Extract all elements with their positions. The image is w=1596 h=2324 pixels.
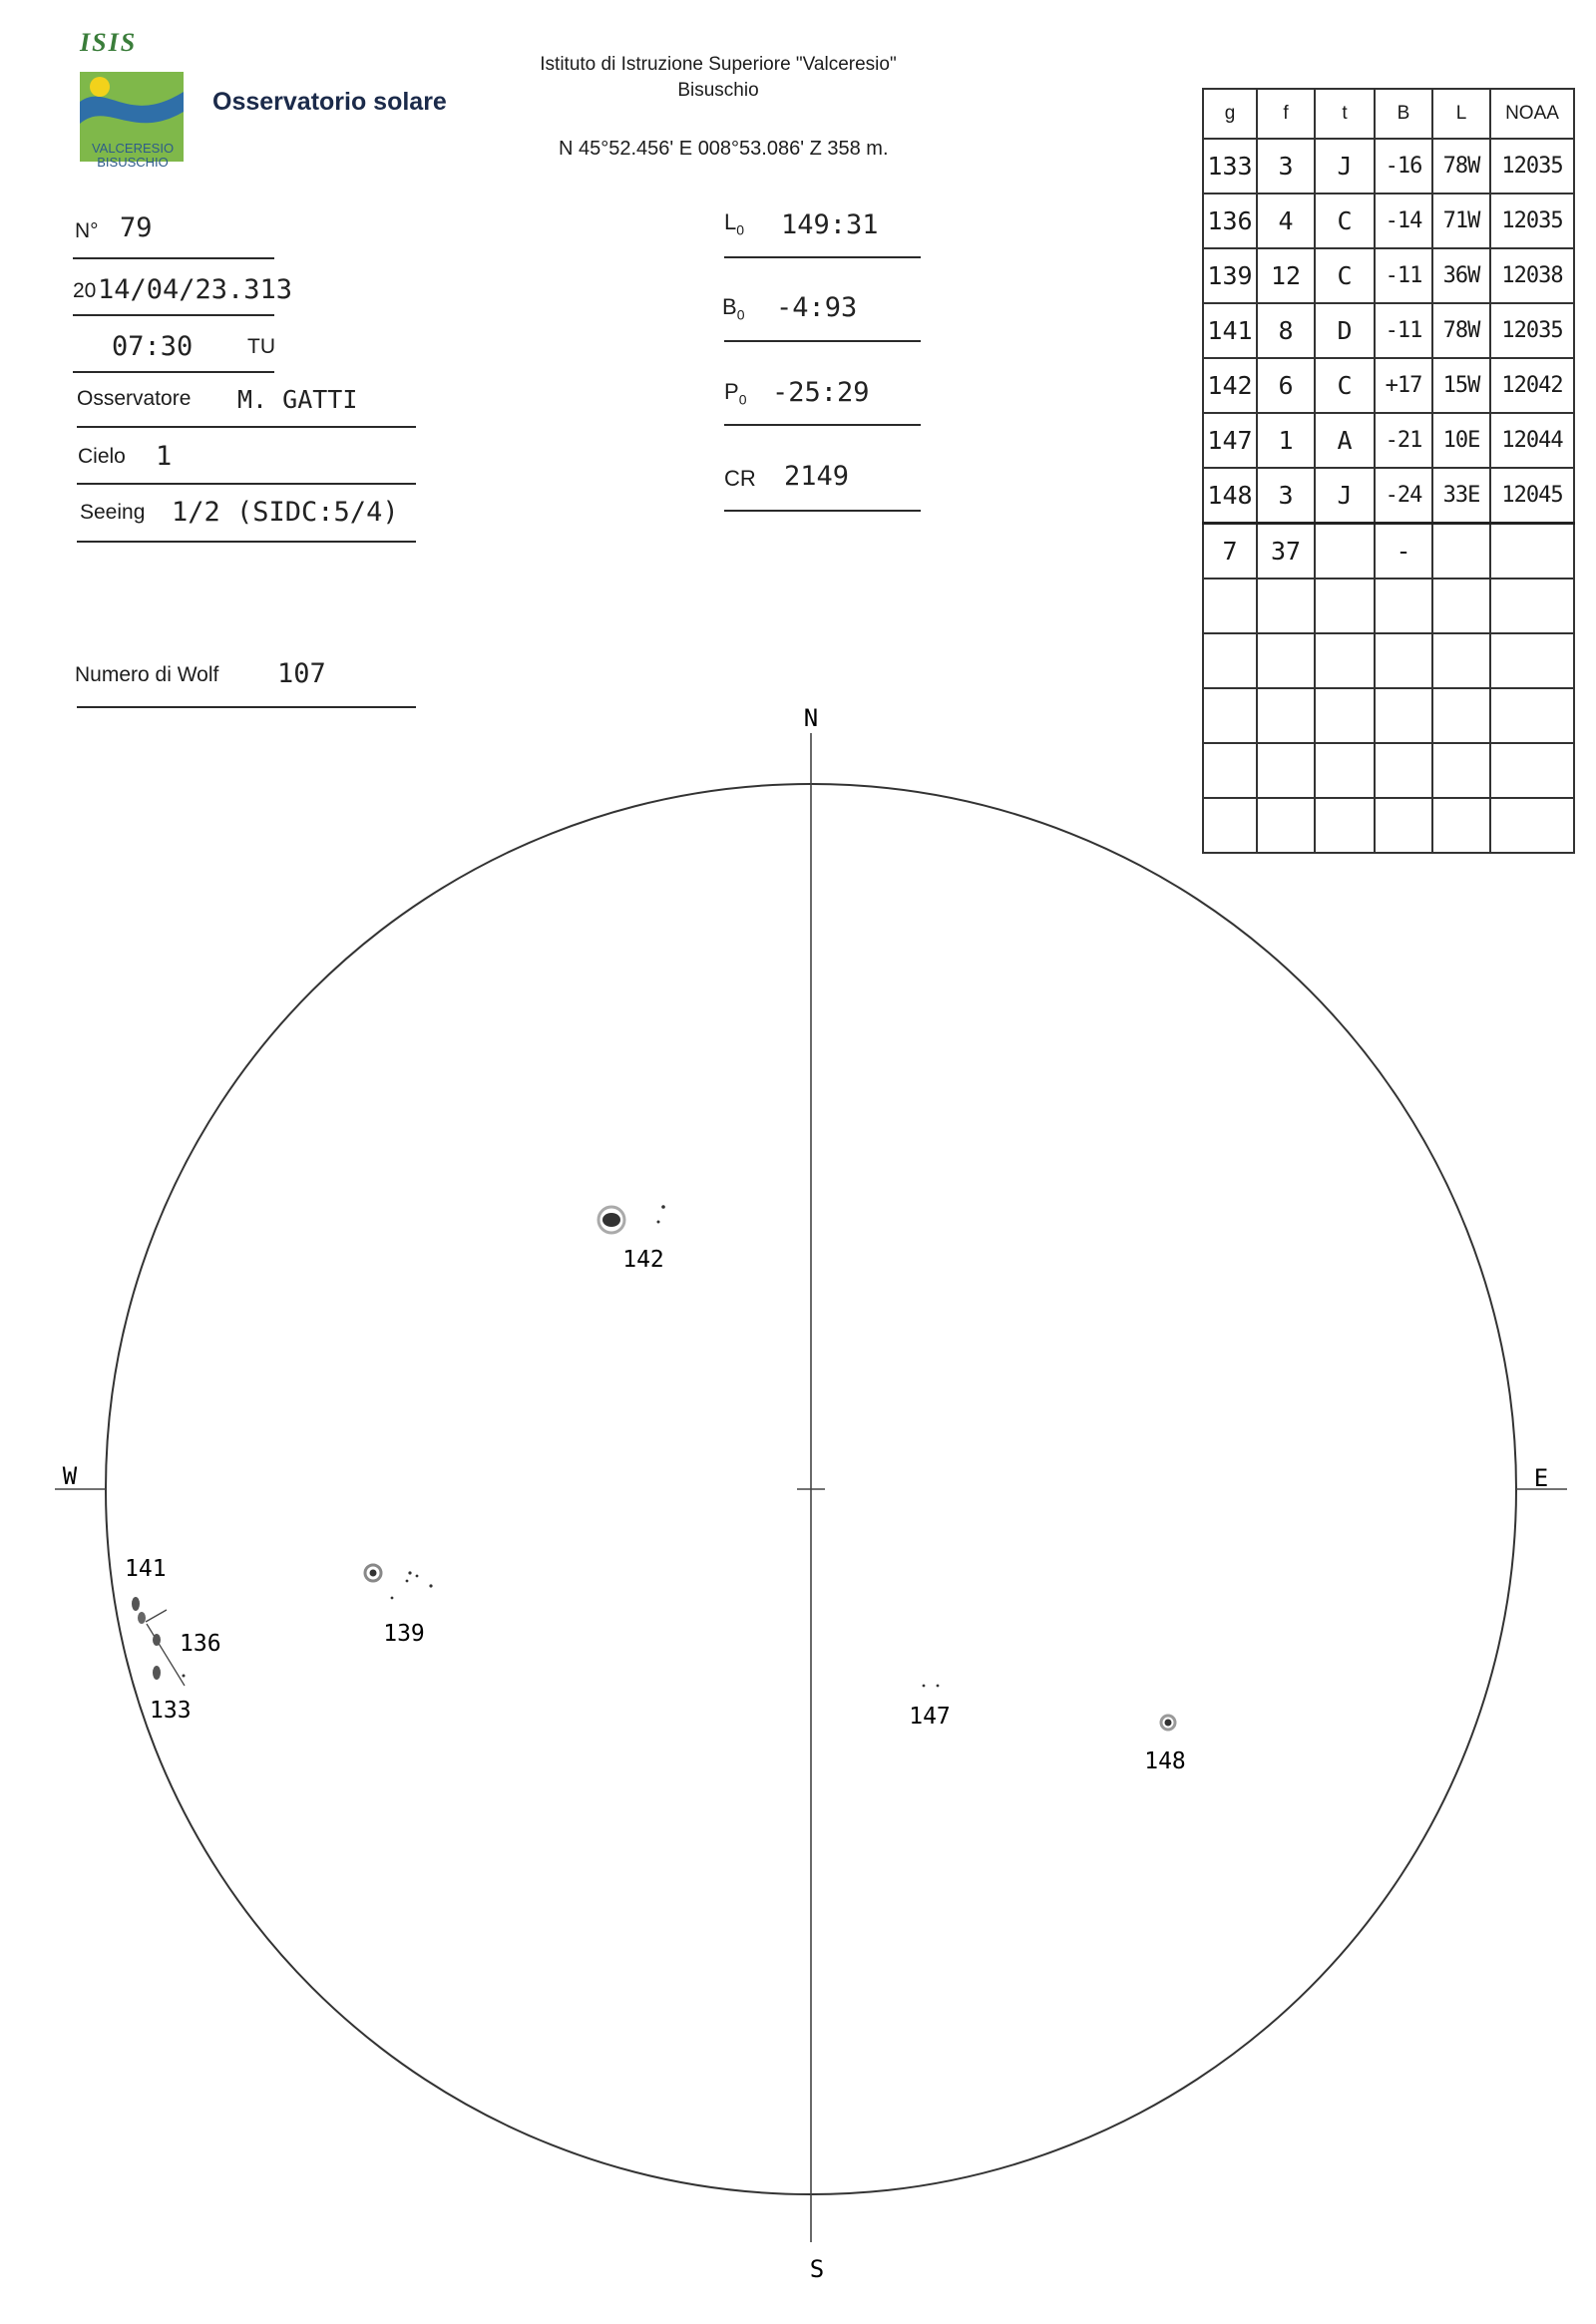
header-b: B	[1375, 89, 1432, 139]
cell-l: 71W	[1432, 194, 1490, 248]
b0-label: $B_0$	[722, 294, 745, 323]
cell-b: +17	[1375, 358, 1432, 413]
sunspot-136	[153, 1634, 161, 1646]
north-label: N	[803, 704, 819, 732]
cell-f: 3	[1257, 468, 1315, 524]
header-g: g	[1203, 89, 1257, 139]
cell-noaa: 12045	[1490, 468, 1574, 524]
institute-name: Istituto di Istruzione Superiore "Valceresio"	[540, 54, 897, 75]
cell-t: C	[1315, 358, 1375, 413]
institute-place: Bisuschio	[677, 80, 759, 101]
observer-label: Osservatore	[77, 387, 192, 410]
sunspot-139-pore	[406, 1580, 409, 1583]
cell-noaa: 12035	[1490, 139, 1574, 194]
sky-value: 1	[156, 441, 173, 472]
sunspot-141	[132, 1597, 140, 1611]
cr-value: 2149	[784, 461, 850, 492]
sunspot-133	[153, 1666, 161, 1680]
cell-noaa: 12035	[1490, 194, 1574, 248]
cell-b: -11	[1375, 303, 1432, 358]
sunspot-147-pore	[937, 1685, 940, 1688]
cell-t: C	[1315, 248, 1375, 303]
cell-f: 1	[1257, 413, 1315, 468]
cell-noaa: 12038	[1490, 248, 1574, 303]
cell-t: D	[1315, 303, 1375, 358]
group-label-136: 136	[180, 1631, 221, 1657]
header-l: L	[1432, 89, 1490, 139]
group-label-148: 148	[1144, 1748, 1186, 1774]
sunspot-139-pore	[408, 1571, 411, 1574]
cell-l: 15W	[1432, 358, 1490, 413]
cr-label: CR	[724, 466, 756, 491]
cell-l: 78W	[1432, 139, 1490, 194]
cell-g: 142	[1203, 358, 1257, 413]
cell-f: 12	[1257, 248, 1315, 303]
cell-g: 136	[1203, 194, 1257, 248]
wolf-value: 107	[277, 658, 326, 689]
sunspot-139-pore	[391, 1597, 394, 1600]
cell-l: 78W	[1432, 303, 1490, 358]
cell-g: 141	[1203, 303, 1257, 358]
cell-b: -16	[1375, 139, 1432, 194]
sunspot-141	[138, 1612, 146, 1624]
seeing-label: Seeing	[80, 501, 146, 524]
cell-b: -21	[1375, 413, 1432, 468]
sunspot-147-pore	[923, 1685, 926, 1688]
time-unit: TU	[247, 335, 275, 358]
cell-noaa: 12044	[1490, 413, 1574, 468]
group-label-133: 133	[150, 1698, 192, 1724]
p0-label: $P_0$	[724, 379, 747, 408]
observatory-coordinates: N 45°52.456' E 008°53.086' Z 358 m.	[559, 138, 889, 160]
group-label-142: 142	[622, 1247, 664, 1273]
cell-f: 6	[1257, 358, 1315, 413]
cell-b: -14	[1375, 194, 1432, 248]
p0-value: -25:29	[772, 377, 870, 408]
south-label: S	[809, 2255, 825, 2283]
cell-g: 147	[1203, 413, 1257, 468]
sunspot-142-main	[602, 1213, 620, 1227]
cell-l: 33E	[1432, 468, 1490, 524]
sunspot-133-pore	[183, 1675, 186, 1678]
date-prefix: 20	[73, 279, 97, 302]
cell-b: -11	[1375, 248, 1432, 303]
cell-t: C	[1315, 194, 1375, 248]
header-f: f	[1257, 89, 1315, 139]
logo-subtitle-line2: BISUSCHIO	[97, 155, 169, 170]
sunspot-139-pore	[429, 1584, 432, 1587]
east-label: E	[1533, 1464, 1549, 1492]
wolf-label: Numero di Wolf	[75, 663, 219, 686]
logo-subtitle-line1: VALCERESIO	[91, 141, 175, 156]
header-t: t	[1315, 89, 1375, 139]
total-cell-f: 37	[1257, 524, 1315, 580]
seeing-value: 1/2 (SIDC:5/4)	[172, 497, 399, 528]
total-cell-b: -	[1375, 524, 1432, 580]
group-divider	[146, 1610, 167, 1622]
sunspot-139-pore	[416, 1575, 419, 1578]
time-value: 07:30	[112, 331, 194, 362]
cell-l: 36W	[1432, 248, 1490, 303]
cell-g: 139	[1203, 248, 1257, 303]
cell-t: A	[1315, 413, 1375, 468]
cell-f: 4	[1257, 194, 1315, 248]
l0-label: $L_0$	[724, 209, 745, 238]
l0-value: 149:31	[781, 209, 879, 240]
cell-noaa: 12035	[1490, 303, 1574, 358]
group-label-141: 141	[125, 1556, 167, 1582]
cell-f: 3	[1257, 139, 1315, 194]
observer-value: M. GATTI	[237, 385, 358, 414]
observatory-title: Osservatorio solare	[212, 88, 447, 116]
cell-noaa: 12042	[1490, 358, 1574, 413]
sunspot-148-main	[1165, 1720, 1172, 1727]
number-value: 79	[120, 212, 153, 243]
group-label-147: 147	[909, 1704, 951, 1730]
b0-value: -4:93	[776, 292, 858, 323]
sunspot-142-pore	[657, 1221, 660, 1224]
group-label-139: 139	[383, 1621, 425, 1647]
cell-l: 10E	[1432, 413, 1490, 468]
sunspot-142-pore	[661, 1205, 665, 1209]
cell-t: J	[1315, 139, 1375, 194]
cell-f: 8	[1257, 303, 1315, 358]
header-noaa: NOAA	[1490, 89, 1574, 139]
sky-label: Cielo	[78, 445, 126, 468]
date-value: 14/04/23.313	[98, 274, 293, 305]
cell-t: J	[1315, 468, 1375, 524]
west-label: W	[62, 1462, 78, 1490]
sunspot-139-main	[370, 1570, 377, 1577]
number-label: N°	[75, 219, 99, 242]
cell-b: -24	[1375, 468, 1432, 524]
cell-g: 148	[1203, 468, 1257, 524]
total-cell-g: 7	[1203, 524, 1257, 580]
logo-wordmark: ISIS	[80, 28, 138, 57]
cell-g: 133	[1203, 139, 1257, 194]
